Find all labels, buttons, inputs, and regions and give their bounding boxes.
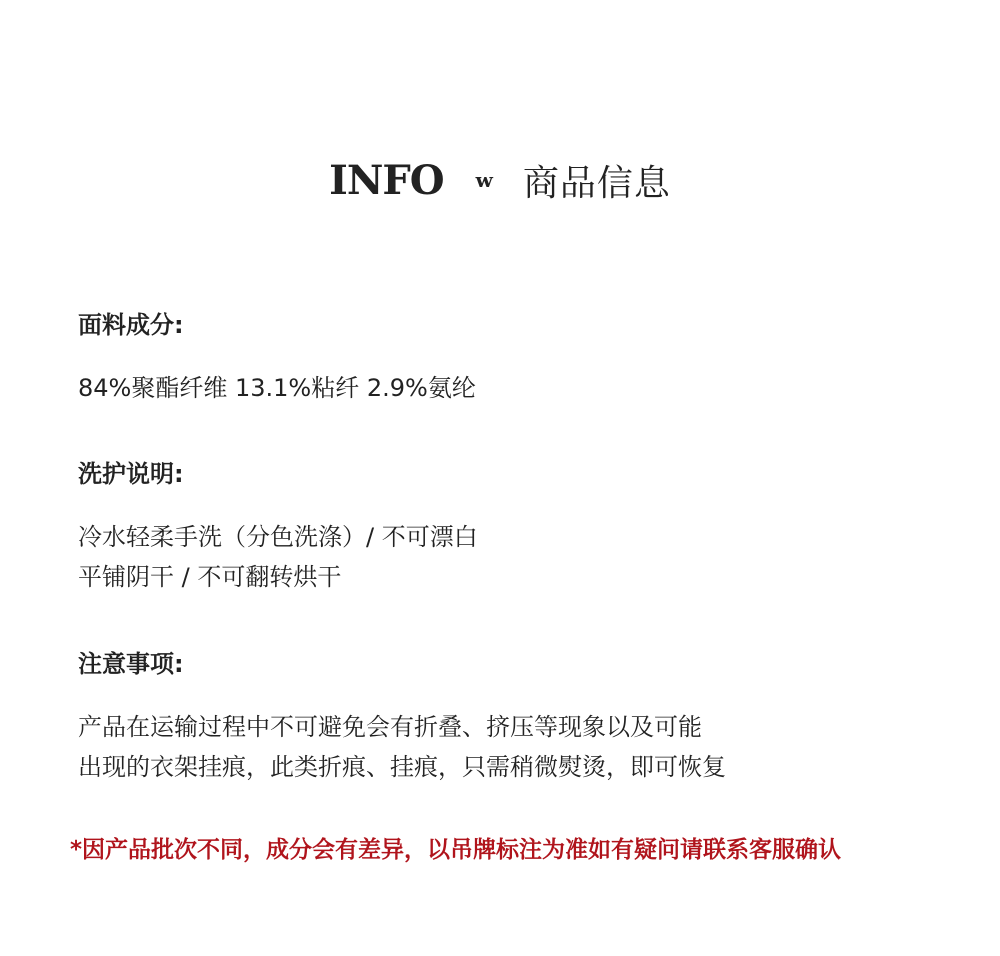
header-title-cn: 商品信息 (522, 162, 671, 204)
fabric-section-title: 面料成分: (78, 311, 184, 339)
notes-line-2: 出现的衣架挂痕，此类折痕、挂痕，只需稍微熨烫，即可恢复 (78, 753, 726, 781)
fabric-composition-text: 84%聚酯纤维 13.1%粘纤 2.9%氨纶 (78, 374, 476, 402)
care-instruction-line-1: 冷水轻柔手洗（分色洗涤）/ 不可漂白 (78, 523, 478, 551)
care-section-title: 洗护说明: (78, 460, 184, 488)
notes-section-title: 注意事项: (78, 650, 184, 678)
notes-line-1: 产品在运输过程中不可避免会有折叠、挤压等现象以及可能 (78, 713, 702, 741)
header-title-en: INFO (329, 156, 444, 204)
header-mark-icon: w (475, 168, 493, 192)
care-instruction-line-2: 平铺阴干 / 不可翻转烘干 (78, 563, 342, 591)
info-header (0, 152, 1000, 208)
disclaimer-notice: *因产品批次不同，成分会有差异，以吊牌标注为准如有疑问请联系客服确认 (70, 837, 842, 863)
